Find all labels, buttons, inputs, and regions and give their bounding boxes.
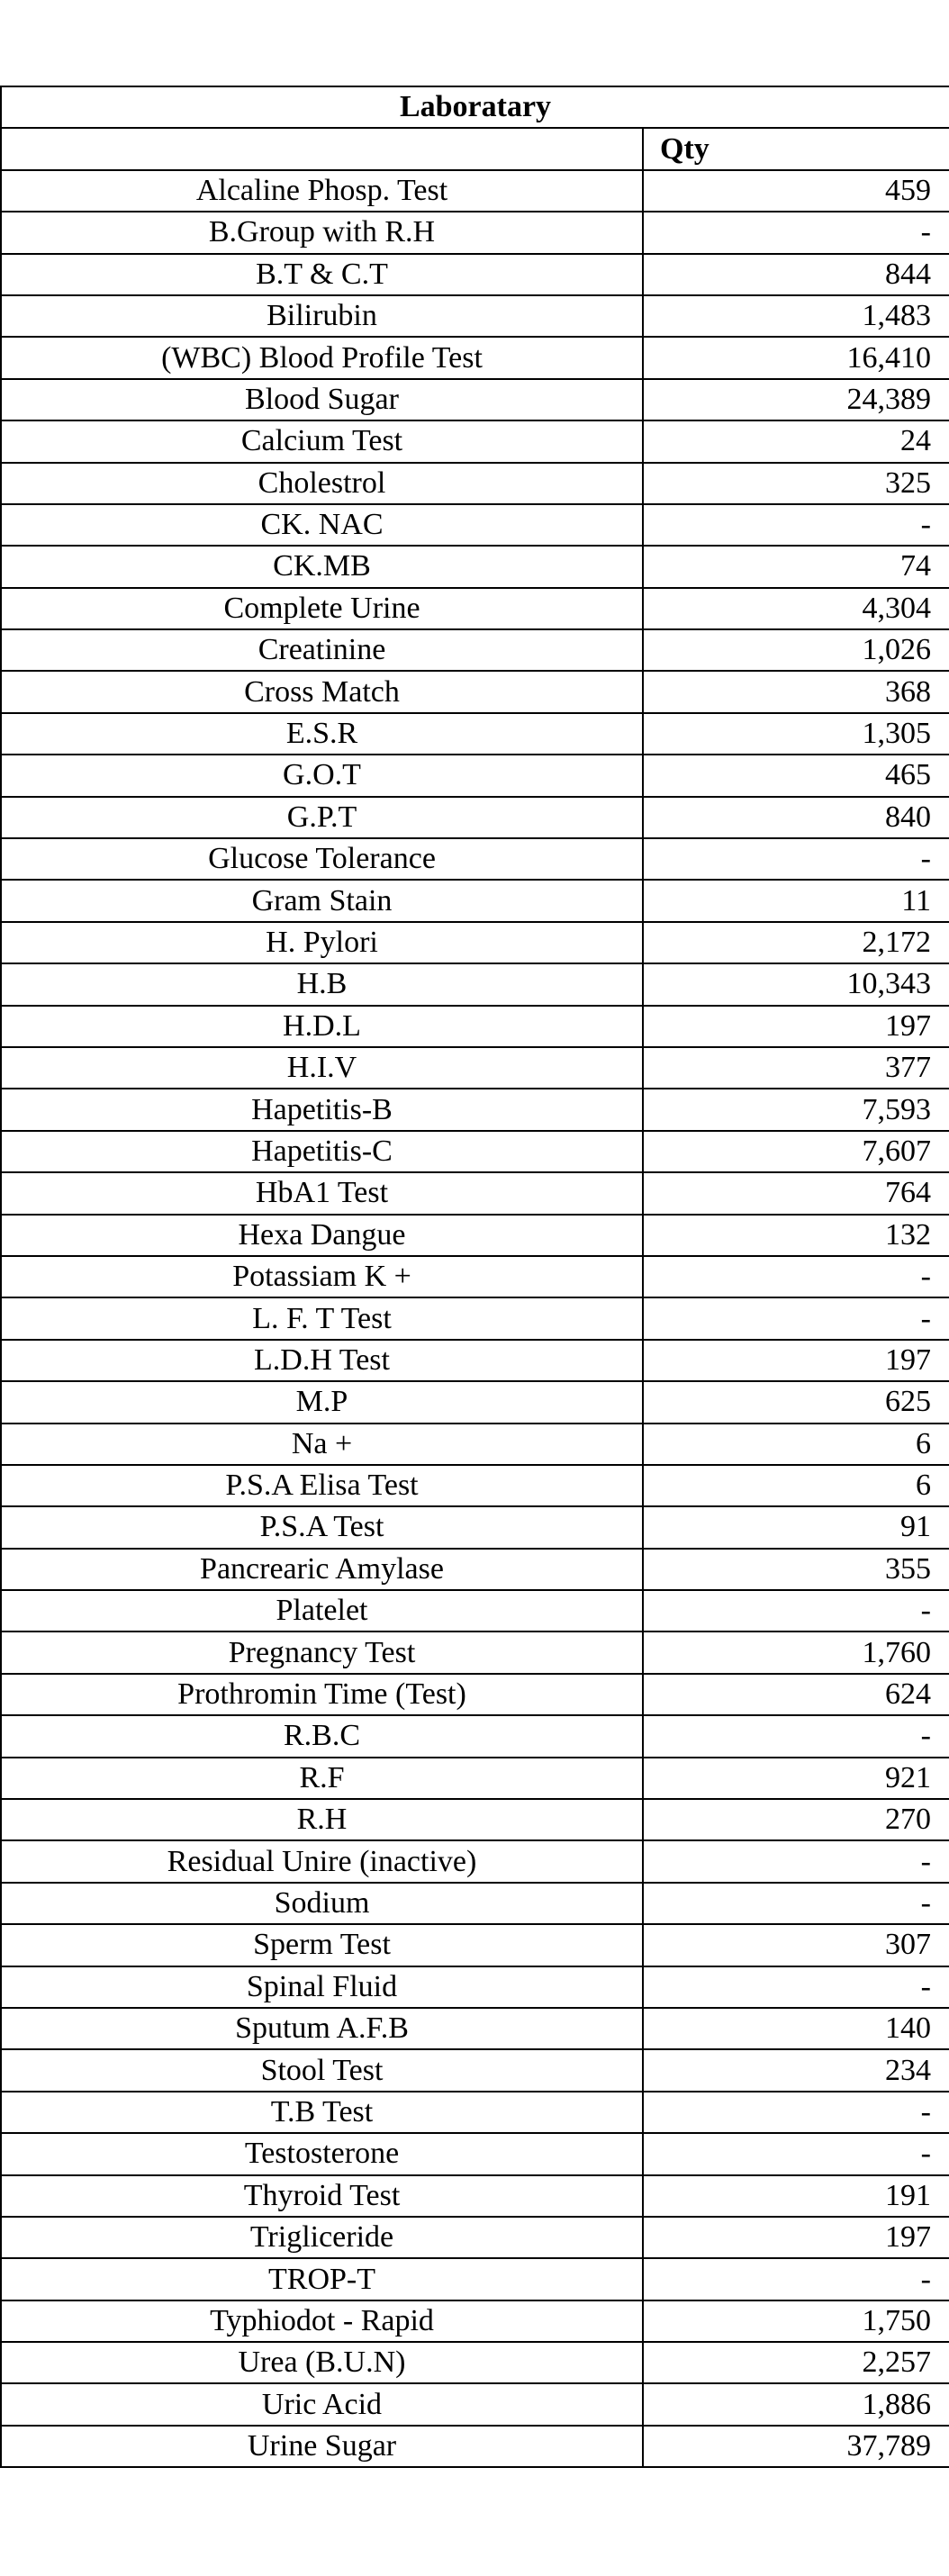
qty-cell: 1,886 bbox=[643, 2383, 949, 2425]
table-row bbox=[1, 2049, 949, 2091]
test-name-cell: Hapetitis-C bbox=[1, 1131, 643, 1172]
table-row bbox=[1, 546, 949, 587]
table-row bbox=[1, 671, 949, 712]
table-row bbox=[1, 1924, 949, 1966]
qty-cell: - bbox=[643, 212, 949, 253]
table-row bbox=[1, 2008, 949, 2049]
qty-cell: 7,593 bbox=[643, 1089, 949, 1130]
test-name-cell: Spinal Fluid bbox=[1, 1966, 643, 2008]
qty-cell: - bbox=[643, 1840, 949, 1882]
qty-cell: 140 bbox=[643, 2008, 949, 2049]
table-row bbox=[1, 2383, 949, 2425]
qty-cell: 234 bbox=[643, 2049, 949, 2091]
test-name-cell: R.B.C bbox=[1, 1715, 643, 1757]
table-row bbox=[1, 212, 949, 253]
table-row bbox=[1, 1256, 949, 1297]
table-row bbox=[1, 1381, 949, 1423]
table-row bbox=[1, 1297, 949, 1339]
table-row bbox=[1, 797, 949, 838]
table-row bbox=[1, 1506, 949, 1548]
qty-cell: - bbox=[643, 2092, 949, 2133]
test-name-cell: Complete Urine bbox=[1, 588, 643, 629]
qty-cell: 624 bbox=[643, 1674, 949, 1715]
test-name-cell: Blood Sugar bbox=[1, 379, 643, 420]
test-name-cell: Platelet bbox=[1, 1590, 643, 1631]
table-row bbox=[1, 2342, 949, 2383]
table-row bbox=[1, 755, 949, 796]
test-name-cell: Bilirubin bbox=[1, 295, 643, 337]
qty-cell: 191 bbox=[643, 2175, 949, 2217]
table-row bbox=[1, 2092, 949, 2133]
test-name-cell: Sperm Test bbox=[1, 1924, 643, 1966]
table-row bbox=[1, 880, 949, 921]
test-name-cell: B.Group with R.H bbox=[1, 212, 643, 253]
test-name-cell: Potassiam K + bbox=[1, 1256, 643, 1297]
qty-cell: 1,750 bbox=[643, 2300, 949, 2342]
table-row bbox=[1, 713, 949, 755]
test-name-cell: Pregnancy Test bbox=[1, 1631, 643, 1673]
test-name-cell: H.D.L bbox=[1, 1006, 643, 1047]
table-row bbox=[1, 379, 949, 420]
test-name-cell: Creatinine bbox=[1, 629, 643, 671]
qty-cell: - bbox=[643, 1590, 949, 1631]
test-name-cell: Gram Stain bbox=[1, 880, 643, 921]
test-name-cell: Urine Sugar bbox=[1, 2426, 643, 2467]
test-name-cell: Cross Match bbox=[1, 671, 643, 712]
test-name-cell: Calcium Test bbox=[1, 420, 643, 462]
table-row bbox=[1, 1047, 949, 1089]
qty-cell: - bbox=[643, 1966, 949, 2008]
table-row bbox=[1, 588, 949, 629]
table-row bbox=[1, 1674, 949, 1715]
qty-cell: 270 bbox=[643, 1799, 949, 1840]
table-row bbox=[1, 2300, 949, 2342]
laboratory-table bbox=[0, 86, 949, 2468]
table-row bbox=[1, 254, 949, 295]
test-name-cell: Glucose Tolerance bbox=[1, 838, 643, 880]
table-row bbox=[1, 1340, 949, 1381]
table-row bbox=[1, 1172, 949, 1214]
qty-cell: 325 bbox=[643, 463, 949, 504]
qty-cell: 307 bbox=[643, 1924, 949, 1966]
test-name-cell: Hapetitis-B bbox=[1, 1089, 643, 1130]
test-name-cell: Residual Unire (inactive) bbox=[1, 1840, 643, 1882]
test-name-cell: G.O.T bbox=[1, 755, 643, 796]
qty-cell: - bbox=[643, 1297, 949, 1339]
table-row bbox=[1, 2175, 949, 2217]
test-name-cell: M.P bbox=[1, 1381, 643, 1423]
qty-cell: 1,026 bbox=[643, 629, 949, 671]
qty-cell: 840 bbox=[643, 797, 949, 838]
qty-cell: 625 bbox=[643, 1381, 949, 1423]
table-row bbox=[1, 1549, 949, 1590]
qty-cell: 2,172 bbox=[643, 922, 949, 963]
test-name-cell: Stool Test bbox=[1, 2049, 643, 2091]
qty-cell: - bbox=[643, 504, 949, 546]
table-row bbox=[1, 1089, 949, 1130]
table-row bbox=[1, 2258, 949, 2300]
test-name-cell: CK. NAC bbox=[1, 504, 643, 546]
qty-cell: - bbox=[643, 2258, 949, 2300]
qty-cell: 1,305 bbox=[643, 713, 949, 755]
table-row bbox=[1, 1715, 949, 1757]
qty-cell: 1,760 bbox=[643, 1631, 949, 1673]
test-name-cell: TROP-T bbox=[1, 2258, 643, 2300]
qty-cell: 37,789 bbox=[643, 2426, 949, 2467]
qty-cell: 10,343 bbox=[643, 963, 949, 1005]
test-name-cell: P.S.A Elisa Test bbox=[1, 1465, 643, 1506]
qty-cell: 459 bbox=[643, 170, 949, 212]
table-row bbox=[1, 963, 949, 1005]
table-row bbox=[1, 2217, 949, 2258]
qty-cell: 1,483 bbox=[643, 295, 949, 337]
qty-cell: 844 bbox=[643, 254, 949, 295]
qty-cell: 24,389 bbox=[643, 379, 949, 420]
test-name-cell: H. Pylori bbox=[1, 922, 643, 963]
test-name-cell: L.D.H Test bbox=[1, 1340, 643, 1381]
table-row bbox=[1, 629, 949, 671]
test-name-cell: Pancrearic Amylase bbox=[1, 1549, 643, 1590]
qty-cell: 24 bbox=[643, 420, 949, 462]
test-name-cell: T.B Test bbox=[1, 2092, 643, 2133]
test-name-cell: Sputum A.F.B bbox=[1, 2008, 643, 2049]
table-row bbox=[1, 463, 949, 504]
test-name-cell: Testosterone bbox=[1, 2133, 643, 2174]
qty-cell: 4,304 bbox=[643, 588, 949, 629]
qty-cell: 764 bbox=[643, 1172, 949, 1214]
qty-cell: 197 bbox=[643, 1340, 949, 1381]
table-row bbox=[1, 504, 949, 546]
qty-cell: 377 bbox=[643, 1047, 949, 1089]
qty-cell: - bbox=[643, 1715, 949, 1757]
qty-cell: 197 bbox=[643, 1006, 949, 1047]
test-name-cell: Trigliceride bbox=[1, 2217, 643, 2258]
table-row bbox=[1, 1758, 949, 1799]
title-row bbox=[1, 86, 949, 128]
qty-cell: 74 bbox=[643, 546, 949, 587]
qty-cell: 11 bbox=[643, 880, 949, 921]
test-name-cell: (WBC) Blood Profile Test bbox=[1, 337, 643, 378]
test-name-cell: Alcaline Phosp. Test bbox=[1, 170, 643, 212]
table-row bbox=[1, 1799, 949, 1840]
test-name-cell: Thyroid Test bbox=[1, 2175, 643, 2217]
qty-cell: 6 bbox=[643, 1465, 949, 1506]
table-row bbox=[1, 420, 949, 462]
table-row bbox=[1, 1006, 949, 1047]
test-name-cell: Prothromin Time (Test) bbox=[1, 1674, 643, 1715]
test-name-cell: CK.MB bbox=[1, 546, 643, 587]
test-name-cell: R.H bbox=[1, 1799, 643, 1840]
table-row bbox=[1, 1424, 949, 1465]
test-column-header bbox=[1, 128, 643, 169]
qty-cell: 6 bbox=[643, 1424, 949, 1465]
qty-cell: - bbox=[643, 2133, 949, 2174]
table-row bbox=[1, 1590, 949, 1631]
test-name-cell: R.F bbox=[1, 1758, 643, 1799]
qty-cell: 2,257 bbox=[643, 2342, 949, 2383]
test-name-cell: Urea (B.U.N) bbox=[1, 2342, 643, 2383]
table-row bbox=[1, 922, 949, 963]
test-name-cell: Cholestrol bbox=[1, 463, 643, 504]
qty-cell: 7,607 bbox=[643, 1131, 949, 1172]
qty-cell: 197 bbox=[643, 2217, 949, 2258]
table-body bbox=[1, 170, 949, 2467]
test-name-cell: H.I.V bbox=[1, 1047, 643, 1089]
qty-cell: 16,410 bbox=[643, 337, 949, 378]
test-name-cell: HbA1 Test bbox=[1, 1172, 643, 1214]
table-row bbox=[1, 1465, 949, 1506]
table-row bbox=[1, 1631, 949, 1673]
qty-cell: - bbox=[643, 838, 949, 880]
test-name-cell: Uric Acid bbox=[1, 2383, 643, 2425]
qty-column-header: Qty bbox=[643, 128, 949, 169]
table-row bbox=[1, 1215, 949, 1256]
table-title: Laboratary bbox=[1, 86, 949, 128]
test-name-cell: B.T & C.T bbox=[1, 254, 643, 295]
table-row bbox=[1, 1131, 949, 1172]
qty-cell: 921 bbox=[643, 1758, 949, 1799]
table-row bbox=[1, 838, 949, 880]
header-row bbox=[1, 128, 949, 169]
qty-cell: - bbox=[643, 1883, 949, 1924]
test-name-cell: L. F. T Test bbox=[1, 1297, 643, 1339]
test-name-cell: E.S.R bbox=[1, 713, 643, 755]
table-row bbox=[1, 170, 949, 212]
test-name-cell: Typhiodot - Rapid bbox=[1, 2300, 643, 2342]
test-name-cell: G.P.T bbox=[1, 797, 643, 838]
qty-cell: 355 bbox=[643, 1549, 949, 1590]
test-name-cell: Sodium bbox=[1, 1883, 643, 1924]
qty-cell: 368 bbox=[643, 671, 949, 712]
table-row bbox=[1, 1840, 949, 1882]
table-row bbox=[1, 1883, 949, 1924]
qty-cell: 91 bbox=[643, 1506, 949, 1548]
table-row bbox=[1, 295, 949, 337]
test-name-cell: Na + bbox=[1, 1424, 643, 1465]
qty-cell: 465 bbox=[643, 755, 949, 796]
qty-cell: 132 bbox=[643, 1215, 949, 1256]
test-name-cell: P.S.A Test bbox=[1, 1506, 643, 1548]
test-name-cell: Hexa Dangue bbox=[1, 1215, 643, 1256]
table-row bbox=[1, 2426, 949, 2467]
table-row bbox=[1, 1966, 949, 2008]
qty-cell: - bbox=[643, 1256, 949, 1297]
table-row bbox=[1, 2133, 949, 2174]
table-row bbox=[1, 337, 949, 378]
test-name-cell: H.B bbox=[1, 963, 643, 1005]
